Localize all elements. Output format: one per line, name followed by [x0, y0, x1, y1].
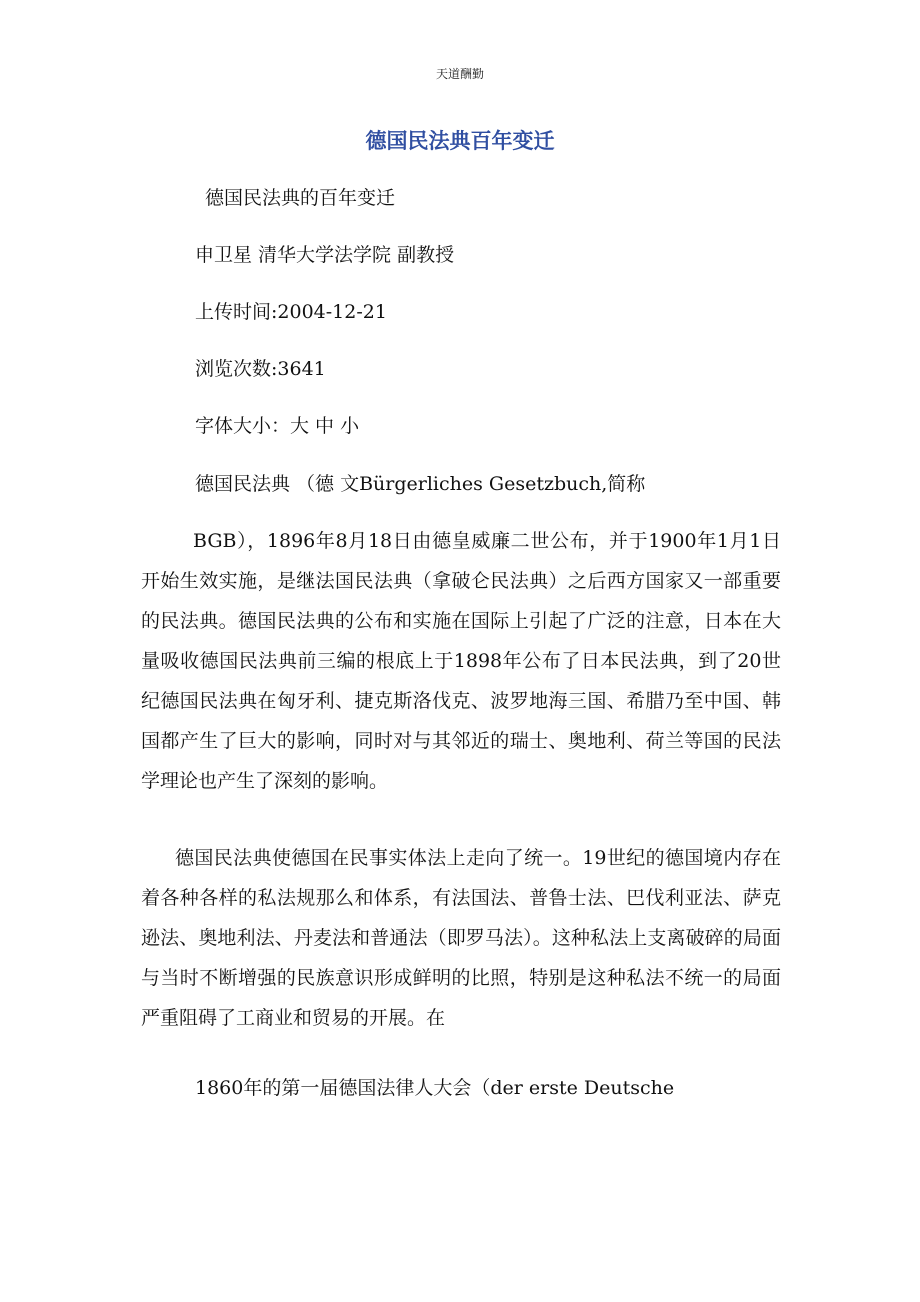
page-header: 天道酬勤: [435, 67, 484, 81]
paragraph-1: BGB），1896年8月18日由德皇威廉二世公布，并于1900年1月1日开始生效实施，是继法国民法典（拿破仑民法典）之后西方国家又一部重要的民法典。德国民法典的公布和实施在国际上引起了广泛的注意，日本在大量吸收德国民法典前三编的根底上于1898年公布了日本民法典，到了20世纪德国民法典在匈牙利、捷克斯洛伐克、波罗地海三国、希腊乃至中国、韩国都产生了巨大的影响，同时对与其邻近的瑞士、奥地利、荷兰等国的民法学理论也产生了深刻的影响。: [141, 530, 781, 792]
author-line: 申卫星 清华大学法学院 副教授: [195, 244, 455, 266]
paragraph-2: 德国民法典使德国在民事实体法上走向了统一。19世纪的德国境内存在着各种各样的私法规那么和体系，有法国法、普鲁士法、巴伐利亚法、萨克逊法、奥地利法、丹麦法和普通法（即罗马法）。这种私法上支离破碎的局面与当时不断增强的民族意识形成鲜明的比照，特别是这种私法不统一的局面严重阻碍了工商业和贸易的开展。在: [141, 847, 781, 1029]
intro-line: 德国民法典 （德 文Bürgerliches Gesetzbuch,简称: [195, 473, 646, 495]
view-count: 浏览次数:3641: [195, 358, 326, 380]
font-size-selector: 字体大小：大 中 小: [195, 415, 360, 437]
document-title: 德国民法典百年变迁: [365, 129, 555, 153]
paragraph-3: 1860年的第一届德国法律人大会（der erste Deutsche: [195, 1077, 675, 1099]
article-subtitle: 德国民法典的百年变迁: [205, 187, 396, 209]
upload-time: 上传时间:2004-12-21: [195, 301, 387, 323]
